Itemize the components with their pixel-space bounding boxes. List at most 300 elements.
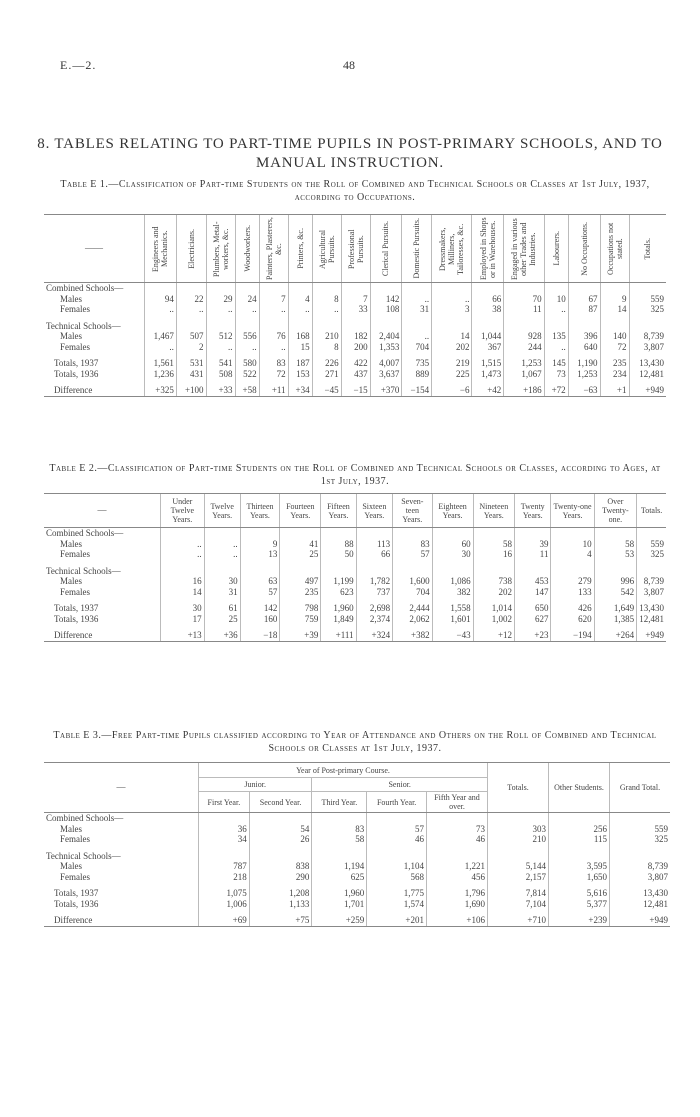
cell-value: 13,430: [637, 603, 666, 614]
cell-value: 25: [280, 549, 321, 560]
cell-value: 58: [473, 539, 514, 550]
cell-value: [321, 528, 356, 539]
cell-value: +69: [199, 915, 250, 926]
cell-value: 210: [312, 331, 341, 342]
col-woodworkers: [235, 215, 259, 283]
table-row: [44, 888, 670, 899]
table-e3-caption: Table E 3.—Free Part-time Pupils classified according to Year of Attendance and Others on the Roll of Combined and Technical Schools or Classes at 1st July, 1937.: [53, 730, 657, 754]
col-dressmakers-milliners-tailoresses-c: [432, 215, 472, 283]
cell-value: 41: [280, 539, 321, 550]
table-row: [44, 603, 666, 614]
cell-value: 7,104: [488, 899, 549, 910]
cell-value: 1,600: [393, 576, 432, 587]
cell-value: [176, 321, 206, 332]
cell-value: [312, 813, 367, 824]
cell-value: +100: [176, 385, 206, 396]
cell-value: 1,199: [321, 576, 356, 587]
cell-value: 108: [370, 304, 402, 315]
cell-value: [199, 851, 250, 862]
cell-value: 1,006: [199, 899, 250, 910]
cell-value: ..: [402, 294, 432, 305]
cell-value: 13,430: [610, 888, 671, 899]
col-engineers-and-mechanics: [145, 215, 177, 283]
cell-value: ..: [288, 304, 312, 315]
table-e2-stub: —: [44, 494, 161, 528]
cell-value: [504, 283, 544, 294]
cell-value: [240, 528, 280, 539]
col-label: Plumbers, Metal-workers, &c.: [211, 220, 230, 277]
cell-value: 456: [427, 872, 488, 883]
page-reference: E.—2.: [60, 58, 97, 72]
cell-value: +949: [637, 630, 666, 641]
table-row: [44, 824, 670, 835]
table-e1-caption: Table E 1.—Classification of Part-time Students on the Roll of Combined and Technical Schools or Classes at 1st July, 1937, according to Occupations.: [60, 179, 650, 203]
cell-value: 290: [249, 872, 312, 883]
cell-value: 13,430: [629, 358, 666, 369]
cell-value: 798: [280, 603, 321, 614]
table-row: [44, 321, 666, 332]
cell-value: 256: [549, 824, 610, 835]
cell-value: ..: [145, 342, 177, 353]
cell-value: 66: [356, 549, 393, 560]
col-label: Agricultural Pursuits.: [317, 228, 336, 269]
cell-value: 58: [312, 834, 367, 845]
col-second-year: Second Year.: [249, 792, 312, 813]
table-row: [44, 342, 666, 353]
table-e2-caption: Table E 2.—Classification of Part-time Students on the Roll of Combined and Technical Schools or Classes, according to Ages, at 1st July, 1937.: [49, 463, 661, 487]
cell-value: +186: [504, 385, 544, 396]
cell-value: 30: [432, 549, 473, 560]
cell-value: [568, 321, 600, 332]
cell-value: [235, 283, 259, 294]
cell-value: 1,701: [312, 899, 367, 910]
col-professional-pursuits: [341, 215, 370, 283]
cell-value: 1,044: [472, 331, 504, 342]
cell-value: 507: [176, 331, 206, 342]
table-row: [44, 872, 670, 883]
cell-value: [568, 283, 600, 294]
cell-value: [341, 321, 370, 332]
cell-value: [321, 566, 356, 577]
col-electricians: [176, 215, 206, 283]
col-label: Dressmakers, Milliners, Tailoresses, &c.: [438, 222, 466, 275]
cell-value: 182: [341, 331, 370, 342]
cell-value: +382: [393, 630, 432, 641]
table-e3: [44, 762, 670, 927]
cell-value: 12,481: [629, 369, 666, 380]
cell-value: 2,404: [370, 331, 402, 342]
table-row: [44, 369, 666, 380]
cell-value: 1,253: [568, 369, 600, 380]
cell-value: [544, 283, 568, 294]
cell-value: 202: [473, 587, 514, 598]
cell-value: 31: [402, 304, 432, 315]
cell-value: 1,190: [568, 358, 600, 369]
cell-value: +36: [204, 630, 240, 641]
cell-value: 219: [432, 358, 472, 369]
page-number: 48: [343, 58, 355, 72]
cell-value: 12,481: [610, 899, 671, 910]
cell-value: +324: [356, 630, 393, 641]
cell-value: [145, 321, 177, 332]
cell-value: 14: [161, 587, 205, 598]
cell-value: 787: [199, 861, 250, 872]
row-label: Females: [60, 586, 90, 597]
col-under-twelve-years: Under Twelve Years.: [161, 494, 205, 528]
cell-value: 9: [600, 294, 629, 305]
cell-value: 1,104: [367, 861, 427, 872]
cell-value: [610, 813, 671, 824]
cell-value: 147: [515, 587, 551, 598]
col-label: Engaged in various other Trades and Industries.: [510, 217, 538, 280]
cell-value: [472, 321, 504, 332]
col-engaged-in-various-other-trades-and-industries: [504, 215, 544, 283]
cell-value: 5,616: [549, 888, 610, 899]
cell-value: 142: [370, 294, 402, 305]
cell-value: ..: [204, 539, 240, 550]
row-label: Females: [60, 834, 90, 844]
cell-value: [610, 851, 671, 862]
cell-value: 8,739: [637, 576, 666, 587]
cell-value: 1,690: [427, 899, 488, 910]
cell-value: ..: [259, 342, 288, 353]
cell-value: 325: [637, 549, 666, 560]
cell-value: +1: [600, 385, 629, 396]
cell-value: [161, 566, 205, 577]
cell-value: [204, 566, 240, 577]
cell-value: [367, 851, 427, 862]
cell-value: 889: [402, 369, 432, 380]
col-clerical-pursuits: [370, 215, 402, 283]
cell-value: 83: [259, 358, 288, 369]
cell-value: +949: [610, 915, 671, 926]
cell-value: +201: [367, 915, 427, 926]
cell-value: 31: [204, 587, 240, 598]
row-label: Combined Schools—: [46, 813, 124, 823]
cell-value: 627: [515, 614, 551, 625]
row-label: Totals, 1936: [54, 613, 99, 624]
col-label: Employed in Shops or in Warehouses.: [478, 217, 497, 280]
col-plumbers-metal-workers-c: [206, 215, 235, 283]
cell-value: 8: [312, 294, 341, 305]
cell-value: 3,595: [549, 861, 610, 872]
cell-value: ..: [161, 549, 205, 560]
cell-value: 556: [235, 331, 259, 342]
cell-value: 94: [145, 294, 177, 305]
cell-value: −18: [240, 630, 280, 641]
cell-value: 508: [206, 369, 235, 380]
cell-value: [549, 813, 610, 824]
cell-value: 453: [515, 576, 551, 587]
table-row: [44, 528, 666, 539]
row-label: Difference: [44, 630, 161, 641]
cell-value: [145, 283, 177, 294]
col-twenty-years: Twenty Years.: [515, 494, 551, 528]
cell-value: [515, 566, 551, 577]
cell-value: 11: [504, 304, 544, 315]
row-label: Technical Schools—: [46, 850, 121, 861]
cell-value: 9: [240, 539, 280, 550]
cell-value: 36: [199, 824, 250, 835]
cell-value: ..: [176, 304, 206, 315]
cell-value: [402, 321, 432, 332]
table-row: [44, 899, 670, 910]
cell-value: [312, 283, 341, 294]
col-first-year: First Year.: [199, 792, 250, 813]
table-e3-stub: —: [44, 763, 199, 813]
table-e1: [44, 214, 666, 397]
cell-value: +106: [427, 915, 488, 926]
col-fourth-year: Fourth Year.: [367, 792, 427, 813]
cell-value: [288, 283, 312, 294]
cell-value: 996: [594, 576, 637, 587]
cell-value: [176, 283, 206, 294]
col-twelve-years: Twelve Years.: [204, 494, 240, 528]
cell-value: 30: [161, 603, 205, 614]
cell-value: 58: [594, 539, 637, 550]
cell-value: 57: [393, 549, 432, 560]
cell-value: 1,558: [432, 603, 473, 614]
cell-value: 1,796: [427, 888, 488, 899]
cell-value: 704: [393, 587, 432, 598]
table-row: [44, 861, 670, 872]
cell-value: 426: [551, 603, 594, 614]
row-label: Males: [60, 293, 82, 304]
cell-value: 271: [312, 369, 341, 380]
col-totals: Totals.: [637, 494, 666, 528]
cell-value: 1,960: [312, 888, 367, 899]
table-row: [44, 358, 666, 369]
row-label: Males: [60, 538, 82, 549]
col-eighteen-years: Eighteen Years.: [432, 494, 473, 528]
cell-value: [549, 851, 610, 862]
cell-value: 1,014: [473, 603, 514, 614]
cell-value: [472, 283, 504, 294]
cell-value: 244: [504, 342, 544, 353]
row-label: Males: [60, 331, 82, 341]
cell-value: 66: [472, 294, 504, 305]
col-label: Clerical Pursuits.: [381, 220, 391, 277]
cell-value: 46: [427, 834, 488, 845]
cell-value: 2,374: [356, 614, 393, 625]
col-totals: Totals.: [488, 763, 549, 813]
cell-value: 16: [161, 576, 205, 587]
cell-value: +949: [629, 385, 666, 396]
table-row: [44, 294, 666, 305]
cell-value: −154: [402, 385, 432, 396]
cell-value: [240, 566, 280, 577]
cell-value: 7: [259, 294, 288, 305]
cell-value: 70: [504, 294, 544, 305]
cell-value: +39: [280, 630, 321, 641]
cell-value: 5,377: [549, 899, 610, 910]
row-label: Totals, 1936: [54, 898, 99, 909]
cell-value: 61: [204, 603, 240, 614]
cell-value: ..: [204, 549, 240, 560]
cell-value: 4,007: [370, 358, 402, 369]
cell-value: 210: [488, 834, 549, 845]
cell-value: 115: [549, 834, 610, 845]
cell-value: ..: [235, 304, 259, 315]
table-row: [44, 614, 666, 625]
col-label: Totals.: [643, 237, 653, 260]
cell-value: 279: [551, 576, 594, 587]
cell-value: [427, 851, 488, 862]
cell-value: ..: [259, 304, 288, 315]
cell-value: 1,467: [145, 331, 177, 342]
col-label: Engineers and Mechanics.: [151, 225, 170, 272]
cell-value: 512: [206, 331, 235, 342]
table-row: [44, 813, 670, 824]
col-over-twenty-one: Over Twenty-one.: [594, 494, 637, 528]
cell-value: [629, 283, 666, 294]
cell-value: 541: [206, 358, 235, 369]
cell-value: [312, 851, 367, 862]
cell-value: [515, 528, 551, 539]
cell-value: [473, 566, 514, 577]
cell-value: 1,353: [370, 342, 402, 353]
table-row: [44, 566, 666, 577]
row-label: Technical Schools—: [46, 565, 121, 576]
cell-value: −43: [432, 630, 473, 641]
cell-value: 3,807: [637, 587, 666, 598]
row-label: Females: [60, 549, 90, 559]
table-row: [44, 283, 666, 294]
cell-value: 2,062: [393, 614, 432, 625]
cell-value: [280, 528, 321, 539]
cell-value: 8,739: [629, 331, 666, 342]
cell-value: [488, 813, 549, 824]
cell-value: [488, 851, 549, 862]
cell-value: 437: [341, 369, 370, 380]
col-label: Labourers.: [551, 231, 561, 266]
cell-value: ..: [544, 304, 568, 315]
table-e2: [44, 493, 666, 642]
cell-value: 580: [235, 358, 259, 369]
cell-value: 11: [515, 549, 551, 560]
cell-value: 1,650: [549, 872, 610, 883]
col-label: Professional Pursuits.: [346, 228, 365, 269]
cell-value: [367, 813, 427, 824]
cell-value: 2: [176, 342, 206, 353]
row-label: Males: [60, 576, 82, 586]
cell-value: 650: [515, 603, 551, 614]
cell-value: [288, 321, 312, 332]
cell-value: 1,561: [145, 358, 177, 369]
cell-value: −194: [551, 630, 594, 641]
cell-value: 623: [321, 587, 356, 598]
cell-value: ..: [402, 331, 432, 342]
cell-value: 1,208: [249, 888, 312, 899]
col-printers-c: [288, 215, 312, 283]
col-label: Occupations not stated.: [605, 222, 624, 275]
cell-value: 22: [176, 294, 206, 305]
cell-value: 1,236: [145, 369, 177, 380]
cell-value: 200: [341, 342, 370, 353]
row-label: Males: [60, 861, 82, 871]
cell-value: 2,444: [393, 603, 432, 614]
cell-value: 559: [629, 294, 666, 305]
col-sixteen-years: Sixteen Years.: [356, 494, 393, 528]
cell-value: 325: [629, 304, 666, 315]
cell-value: 17: [161, 614, 205, 625]
col-other-students: Other Students.: [549, 763, 610, 813]
cell-value: 73: [544, 369, 568, 380]
cell-value: +75: [249, 915, 312, 926]
cell-value: 12,481: [637, 614, 666, 625]
cell-value: 8: [312, 342, 341, 353]
cell-value: 168: [288, 331, 312, 342]
cell-value: 88: [321, 539, 356, 550]
senior-header: Senior.: [312, 778, 488, 792]
cell-value: 1,473: [472, 369, 504, 380]
cell-value: 24: [235, 294, 259, 305]
cell-value: 1,253: [504, 358, 544, 369]
cell-value: [199, 813, 250, 824]
cell-value: 63: [240, 576, 280, 587]
cell-value: [544, 321, 568, 332]
cell-value: 640: [568, 342, 600, 353]
cell-value: [427, 813, 488, 824]
col-label: Domestic Pursuits.: [412, 218, 422, 279]
cell-value: 39: [515, 539, 551, 550]
cell-value: [259, 283, 288, 294]
cell-value: +111: [321, 630, 356, 641]
cell-value: 928: [504, 331, 544, 342]
cell-value: 1,515: [472, 358, 504, 369]
cell-value: 160: [240, 614, 280, 625]
row-label: Totals, 1937: [54, 358, 99, 368]
cell-value: 542: [594, 587, 637, 598]
cell-value: [206, 321, 235, 332]
col-label: Printers, &c.: [295, 228, 305, 269]
cell-value: +259: [312, 915, 367, 926]
col-occupations-not-stated: [600, 215, 629, 283]
col-labourers: [544, 215, 568, 283]
col-agricultural-pursuits: [312, 215, 341, 283]
cell-value: 1,067: [504, 369, 544, 380]
cell-value: 202: [432, 342, 472, 353]
table-row: [44, 331, 666, 342]
cell-value: 25: [204, 614, 240, 625]
cell-value: [629, 321, 666, 332]
cell-value: 382: [432, 587, 473, 598]
cell-value: 235: [600, 358, 629, 369]
cell-value: +11: [259, 385, 288, 396]
cell-value: [432, 566, 473, 577]
cell-value: 54: [249, 824, 312, 835]
cell-value: 759: [280, 614, 321, 625]
cell-value: [235, 321, 259, 332]
cell-value: 38: [472, 304, 504, 315]
table-row: [44, 630, 666, 641]
cell-value: 1,133: [249, 899, 312, 910]
cell-value: 1,002: [473, 614, 514, 625]
cell-value: 3,807: [610, 872, 671, 883]
cell-value: 5,144: [488, 861, 549, 872]
col-label: No Occupations.: [579, 221, 589, 276]
col-seven-teen-years: Seven-teen Years.: [393, 494, 432, 528]
col-painters-plasterers-c: [259, 215, 288, 283]
cell-value: 1,075: [199, 888, 250, 899]
col-grand-total: Grand Total.: [610, 763, 671, 813]
cell-value: 3,637: [370, 369, 402, 380]
table-row: [44, 576, 666, 587]
cell-value: ..: [544, 342, 568, 353]
cell-value: 737: [356, 587, 393, 598]
col-fifth-year: Fifth Year and over.: [427, 792, 488, 813]
cell-value: 10: [544, 294, 568, 305]
